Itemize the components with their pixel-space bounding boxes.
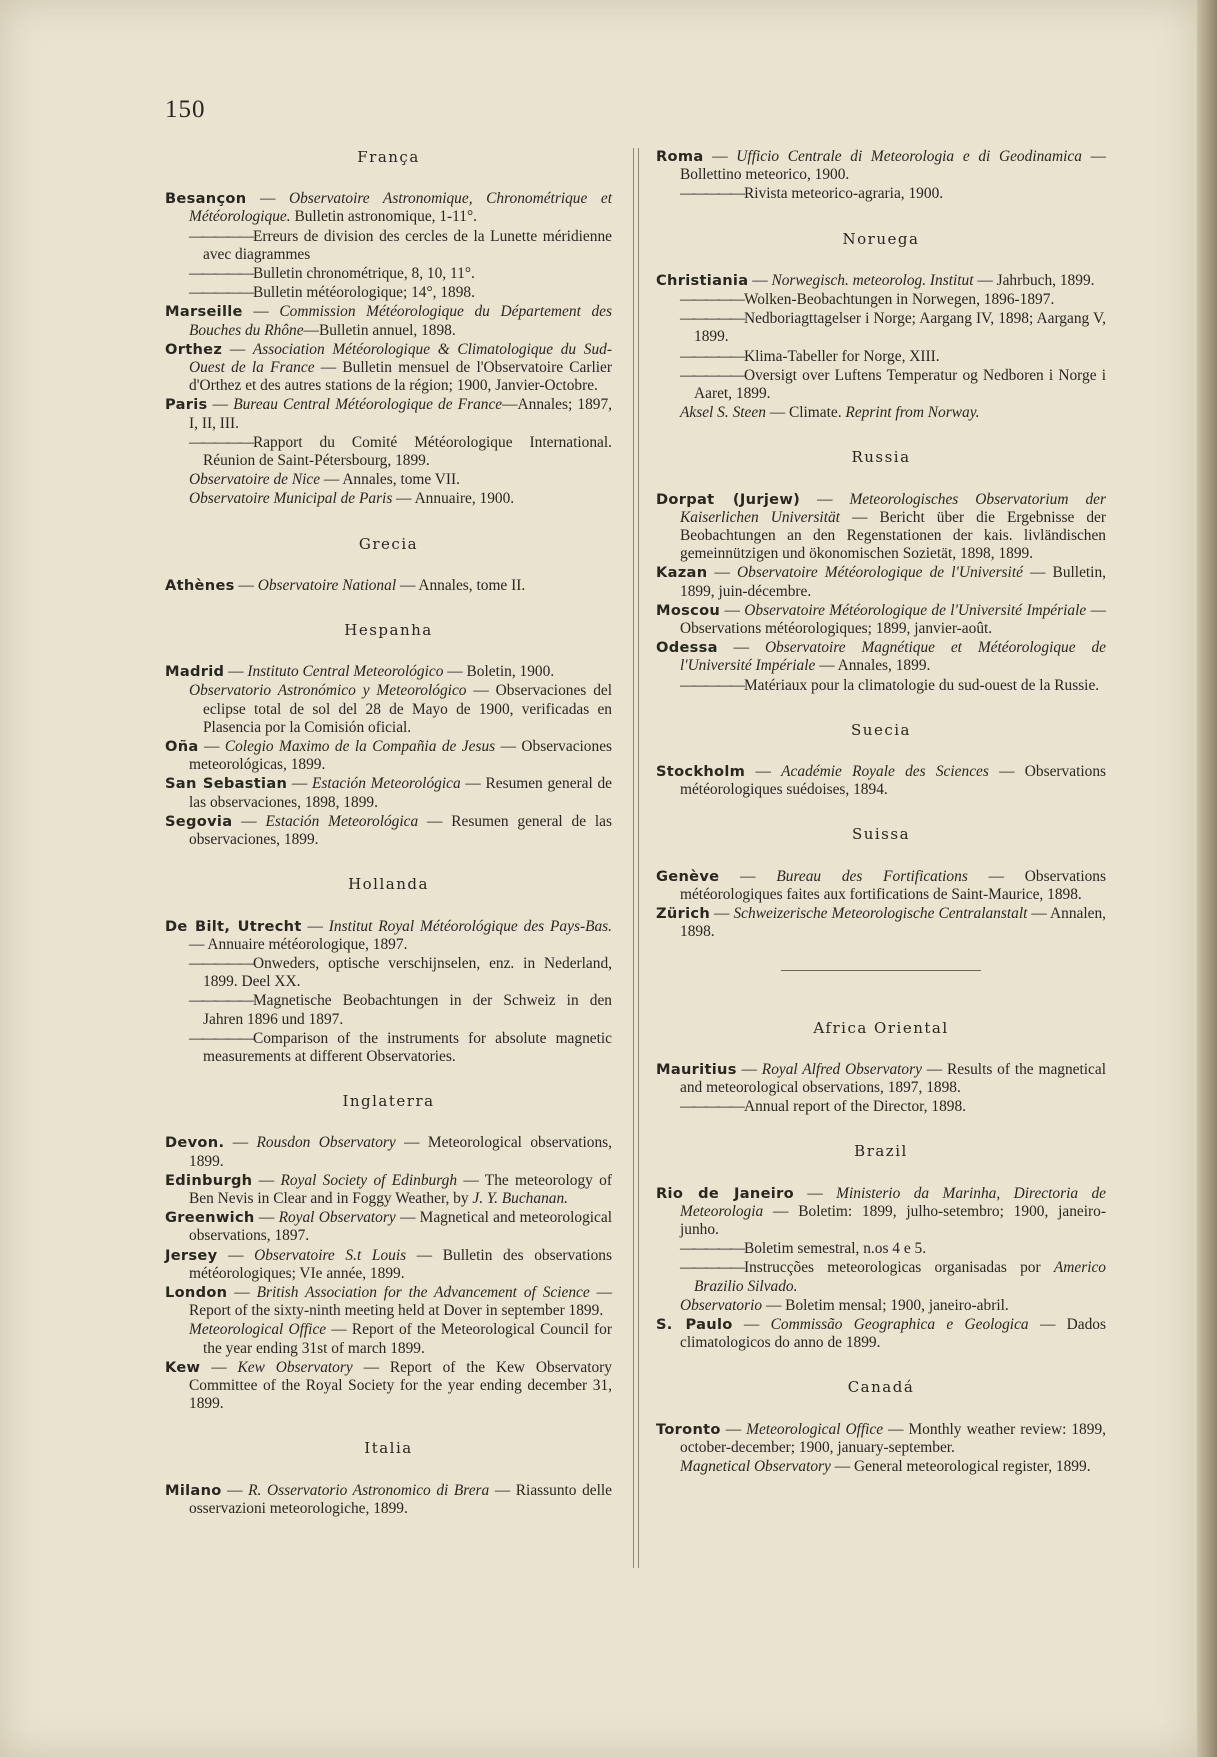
institution-name: Observatoire Météorologique de l'Université <box>737 564 1023 582</box>
left-column <box>165 148 612 1544</box>
country-section <box>656 721 1106 800</box>
ditto-dash <box>189 955 253 972</box>
institution-name: Schweizerische Meteorologische Centralanstalt <box>733 905 1028 923</box>
institution-name: Ministerio da Marinha, Directoria de Meteorologia <box>680 1184 1106 1220</box>
country-section <box>656 1019 1106 1117</box>
entry-text: — <box>227 1283 257 1301</box>
country-section <box>165 1092 612 1413</box>
entry-text: — <box>198 738 225 756</box>
bibliography-entry <box>656 272 1106 290</box>
continuation-entry <box>656 1098 1106 1116</box>
ditto-dash <box>189 284 253 301</box>
entry-text: — <box>745 763 782 781</box>
country-heading: Canadá <box>847 1378 915 1397</box>
continuation-entry <box>165 955 612 991</box>
entry-text: — Observaciones meteorológicas, 1899. <box>189 738 613 774</box>
ditto-dash <box>680 1240 744 1257</box>
place-name: Kew <box>165 1358 201 1376</box>
bibliography-entry <box>165 918 612 954</box>
entry-text: — <box>221 1481 249 1499</box>
country-heading: Russia <box>851 448 911 467</box>
continuation-entry <box>656 367 1106 403</box>
bibliography-entry <box>656 763 1106 799</box>
entry-text: — <box>732 1315 771 1333</box>
continuation-entry <box>656 1259 1106 1295</box>
continuation-entry <box>165 1030 612 1066</box>
institution-name: Meteorological Office <box>746 1420 884 1438</box>
ditto-dash <box>680 348 744 365</box>
place-name: Kazan <box>656 564 708 582</box>
institution-name: Observatoire National <box>257 576 397 594</box>
place-name: De Bilt, Utrecht <box>165 917 302 935</box>
institution-name: Royal Alfred Observatory <box>761 1060 922 1078</box>
entry-text: Magnetische Beobachtungen in der Schweiz in den Jahren 1896 und 1897. <box>203 992 612 1028</box>
ditto-dash <box>680 1098 744 1115</box>
entry-text: — Riassunto delle osservazioni meteorologiche, 1899. <box>189 1481 612 1517</box>
section-rule <box>781 970 981 971</box>
place-name: Christiania <box>656 271 749 289</box>
country-section <box>656 448 1106 694</box>
sub-entry <box>165 490 612 508</box>
entry-text: — Magnetical and meteorological observations, 1897. <box>189 1209 612 1245</box>
entry-text: Instrucções meteorologicas organisadas por <box>743 1259 1054 1277</box>
country-heading: Suissa <box>851 825 911 844</box>
entry-text: — Observations météorologiques; 1899, janvier-août. <box>680 601 1106 638</box>
institution-name: Bureau Central Météorologique de France <box>233 396 503 414</box>
institution-name: Colegio Maximo de la Compañia de Jesus <box>224 738 496 756</box>
country-section <box>165 1439 612 1518</box>
ditto-dash <box>189 434 253 451</box>
bibliography-entry <box>656 1061 1106 1097</box>
institution-name: Observatoire de Nice <box>189 471 321 489</box>
entry-text: — <box>710 905 734 923</box>
continuation-entry <box>656 1240 1106 1258</box>
institution-name: Bureau des Fortifications <box>776 867 968 885</box>
bibliography-entry <box>165 663 612 681</box>
entry-text: Rivista meteorico-agraria, 1900. <box>743 185 944 203</box>
bibliography-entry <box>656 1421 1106 1457</box>
continuation-entry <box>656 185 1106 203</box>
institution-name: Observatorio Astronómico y Meteorológico <box>189 682 467 700</box>
country-heading: Hespanha <box>344 621 433 640</box>
entry-text: Rapport du Comité Météorologique International. Réunion de Saint-Pétersbourg, 1899. <box>203 433 612 470</box>
entry-text: —Annales; 1897, I, II, III. <box>189 396 613 432</box>
place-name: Genève <box>656 867 720 885</box>
place-name: Stockholm <box>656 763 746 781</box>
institution-name: Aksel S. Steen <box>680 404 766 422</box>
country-heading: Brazil <box>854 1142 908 1161</box>
place-name: Segovia <box>165 812 233 830</box>
entry-text: — Bulletin des observations météorologiques; VIe année, 1899. <box>189 1246 612 1282</box>
continuation-entry <box>165 434 612 470</box>
entry-text: — <box>232 812 266 830</box>
institution-name: Observatorio <box>680 1296 763 1314</box>
place-name: Athènes <box>165 576 235 594</box>
continuation-entry <box>656 348 1106 366</box>
place-name: Besançon <box>165 190 247 208</box>
entry-text: — <box>252 1171 281 1189</box>
institution-name: Ufficio Centrale di Meteorologia e di Geodinamica <box>736 148 1082 165</box>
country-section <box>656 1378 1106 1476</box>
bibliography-entry <box>165 1134 612 1170</box>
bibliography-entry <box>656 148 1106 184</box>
entry-text: Annual report of the Director, 1898. <box>743 1098 967 1116</box>
entry-text: — Results of the magnetical and meteorological observations, 1897, 1898. <box>680 1060 1106 1096</box>
entry-text: —Bulletin annuel, 1898. <box>303 321 456 339</box>
place-name: London <box>165 1283 228 1301</box>
place-name: Marseille <box>165 303 243 321</box>
institution-name: Commissão Geographica e Geologica <box>770 1315 1029 1333</box>
continuation-entry <box>656 291 1106 309</box>
country-section <box>656 1142 1106 1352</box>
bibliography-entry <box>656 639 1106 675</box>
continuation-entry <box>165 284 612 302</box>
entry-text: — <box>301 917 329 935</box>
entry-text: Bulletin astronomique, 1-11°. <box>290 208 477 226</box>
institution-name: Royal Society of Edinburgh <box>280 1171 458 1189</box>
entry-text: — Boletim mensal; 1900, janeiro-abril. <box>762 1296 1009 1314</box>
entry-text: — <box>224 663 248 681</box>
institution-name: Institut Royal Météorológique des Pays-Bas. <box>328 917 612 935</box>
continuation-entry <box>165 992 612 1028</box>
entry-text: — Observations météorologiques faites aux fortifications de Saint-Maurice, 1898. <box>680 867 1106 903</box>
continuation-entry <box>656 677 1106 695</box>
ditto-dash <box>189 1030 253 1047</box>
entry-text: — Annales, 1899. <box>815 657 931 675</box>
entry-text: — <box>222 340 253 358</box>
bibliography-entry <box>656 491 1106 564</box>
country-section <box>165 535 612 595</box>
institution-name: Observatoire Municipal de Paris <box>189 490 393 508</box>
entry-text: — Bulletin mensuel de l'Observatoire Carlier d'Orthez et des autres stations de la région; 1900, Janvier-Octobre. <box>189 359 612 395</box>
country-heading: Africa Oriental <box>813 1018 949 1037</box>
entry-text: — Report of the Meteorological Council for the year ending 31st of march 1899. <box>203 1321 612 1357</box>
institution-name: Académie Royale des Sciences <box>781 763 989 781</box>
institution-name: Instituto Central Meteorológico <box>247 663 444 681</box>
entry-text: — <box>287 775 313 793</box>
entry-text: Comparison of the instruments for absolute magnetic measurements at different Observatories. <box>203 1029 612 1065</box>
entry-text: — <box>234 576 258 594</box>
institution-name: British Association for the Advancement of Science <box>256 1283 590 1301</box>
entry-text: — Observaciones del eclipse total de sol del 28 de Mayo de 1900, verificadas en Plasencia por la Comisión oficial. <box>203 682 612 736</box>
bibliography-entry <box>165 341 612 396</box>
bibliography-entry <box>165 738 612 774</box>
country-heading: Suecia <box>851 720 911 739</box>
bibliography-entry <box>165 396 612 432</box>
country-heading: Inglaterra <box>342 1092 435 1111</box>
institution-name: Observatoire Astronomique, Chronométrique et Météorologique. <box>189 190 612 226</box>
entry-text: — The meteorology of Ben Nevis in Clear and in Foggy Weather, by <box>189 1171 613 1207</box>
entry-text: — <box>720 1420 747 1438</box>
place-name: Roma <box>656 148 704 165</box>
entry-text: — <box>246 190 289 208</box>
bibliography-entry <box>165 577 612 595</box>
continuation-entry <box>165 228 612 264</box>
entry-text: — Annales, tome VII. <box>320 471 460 489</box>
sub-entry <box>656 1297 1106 1315</box>
page-number: 150 <box>165 96 206 123</box>
place-name: Dorpat (Jurjew) <box>656 490 801 508</box>
entry-text: — Boletin, 1900. <box>443 663 555 681</box>
institution-name: Observatoire Magnétique et Météorologique de l'Université Impériale <box>680 639 1106 675</box>
sub-entry <box>165 471 612 489</box>
institution-name: Meteorologisches Observatorium der Kaiserlichen Universität <box>680 490 1106 526</box>
ditto-dash <box>680 291 744 308</box>
institution-name: Norwegisch. meteorolog. Institut <box>771 271 974 289</box>
sub-entry <box>656 404 1106 422</box>
country-heading: Hollanda <box>348 875 429 894</box>
institution-name: Observatoire Météorologique de l'Université Impériale <box>744 601 1087 619</box>
place-name: Greenwich <box>165 1209 255 1227</box>
institution-name: Magnetical Observatory <box>680 1457 831 1475</box>
country-section <box>165 621 612 849</box>
entry-text: — Bulletin, 1899, juin-décembre. <box>680 564 1106 600</box>
place-name: Madrid <box>165 663 225 681</box>
entry-text: — Report of the Kew Observatory Committee of the Royal Society for the year ending december 31, 1899. <box>189 1358 612 1413</box>
entry-text: — Resumen general de las observaciones, 1899. <box>189 812 612 849</box>
bibliography-entry <box>165 813 612 849</box>
entry-text: Oversigt over Luftens Temperatur og Nedboren i Norge i Aaret, 1899. <box>694 366 1106 403</box>
bibliography-entry <box>656 1185 1106 1240</box>
entry-text: — <box>200 1358 238 1376</box>
place-name: Toronto <box>656 1420 721 1438</box>
institution-name: Reprint from Norway. <box>845 404 980 422</box>
country-section <box>656 148 1106 204</box>
institution-name: Kew Observatory <box>237 1358 353 1376</box>
institution-name: Estación Meteorológica <box>312 775 461 793</box>
entry-text: — <box>793 1184 837 1202</box>
entry-text: — Bollettino meteorico, 1900. <box>680 148 1106 184</box>
entry-text: — <box>217 1246 255 1264</box>
entry-text: — Climate. <box>765 404 846 422</box>
bibliography-entry <box>165 1209 612 1245</box>
bibliography-entry <box>656 602 1106 638</box>
sub-entry <box>165 1321 612 1357</box>
ditto-dash <box>680 1259 744 1276</box>
entry-text: — Resumen general de las observaciones, 1898, 1899. <box>189 775 612 811</box>
place-name: Jersey <box>165 1246 218 1264</box>
entry-text: — Monthly weather review: 1899, october-december; 1900, january-september. <box>680 1420 1106 1456</box>
bibliography-entry <box>165 1247 612 1283</box>
entry-text: Nedboriagttagelser i Norge; Aargang IV, 1898; Aargang V, 1899. <box>694 310 1106 346</box>
place-name: Zürich <box>656 905 711 923</box>
place-name: Orthez <box>165 340 223 358</box>
entry-text: Bulletin chronométrique, 8, 10, 11°. <box>252 265 475 283</box>
entry-text: — <box>254 1209 279 1227</box>
bibliography-entry <box>165 1482 612 1518</box>
institution-name: R. Osservatorio Astronomico di Brera <box>248 1481 490 1499</box>
entry-text: — Dados climatologicos do anno de 1899. <box>680 1315 1106 1352</box>
institution-name: J. Y. Buchanan. <box>472 1189 569 1207</box>
entry-text: — Annales, tome II. <box>396 576 526 594</box>
ditto-dash <box>680 185 744 202</box>
country-section <box>656 825 1106 941</box>
place-name: Devon. <box>165 1134 225 1152</box>
entry-text: Klima-Tabeller for Norge, XIII. <box>743 347 940 365</box>
place-name: Odessa <box>656 639 718 657</box>
place-name: Milano <box>165 1481 222 1499</box>
country-section <box>165 148 612 509</box>
continuation-entry <box>165 265 612 283</box>
bibliography-entry <box>165 190 612 226</box>
entry-text: — <box>242 303 280 321</box>
sub-entry <box>656 1458 1106 1476</box>
entry-text: — <box>719 867 777 885</box>
entry-text: — Report of the sixty-ninth meeting held at Dover in september 1899. <box>189 1283 612 1320</box>
entry-text: — Annalen, 1898. <box>680 905 1106 941</box>
institution-name: Estación Meteorológica <box>265 812 419 830</box>
bibliography-entry <box>656 564 1106 600</box>
ditto-dash <box>189 228 253 245</box>
institution-name: Rousdon Observatory <box>256 1134 396 1152</box>
place-name: Moscou <box>656 601 721 619</box>
right-column <box>656 148 1106 1502</box>
institution-name: Americo Brazilio Silvado. <box>694 1259 1106 1295</box>
entry-text: — Bericht über die Ergebnisse der Beobachtungen an den Regenstationen der kais. livländischen gemeinnützigen und ökonomischen Sozietät, 1898, 1899. <box>680 508 1106 563</box>
institution-name: Commission Météorologique du Département des Bouches du Rhône <box>189 303 612 339</box>
place-name: San Sebastian <box>165 775 288 793</box>
entry-text: — <box>224 1134 257 1152</box>
entry-text: — <box>748 271 772 289</box>
bibliography-entry <box>165 1284 612 1320</box>
place-name: Paris <box>165 396 208 414</box>
column-divider <box>633 148 639 1568</box>
entry-text: Bulletin météorologique; 14°, 1898. <box>252 284 475 302</box>
entry-text: — <box>207 396 234 414</box>
place-name: Edinburgh <box>165 1171 253 1189</box>
country-heading: Grecia <box>358 534 419 553</box>
bibliography-entry <box>165 775 612 811</box>
place-name: Rio de Janeiro <box>656 1184 794 1202</box>
place-name: Mauritius <box>656 1060 737 1078</box>
entry-text: — <box>736 1060 762 1078</box>
bibliography-entry <box>656 1316 1106 1352</box>
entry-text: — Meteorological observations, 1899. <box>189 1134 612 1170</box>
bibliography-entry <box>165 1172 612 1208</box>
ditto-dash <box>680 310 744 327</box>
bibliography-entry <box>656 868 1106 904</box>
ditto-dash <box>189 265 253 282</box>
sub-entry <box>165 682 612 737</box>
book-spine <box>1197 0 1217 1757</box>
entry-text: Boletim semestral, n.os 4 e 5. <box>743 1240 927 1258</box>
entry-text: Matériaux pour la climatologie du sud-ouest de la Russie. <box>743 676 1100 694</box>
country-section <box>656 230 1106 423</box>
entry-text: — <box>717 639 765 657</box>
ditto-dash <box>189 992 253 1009</box>
entry-text: — Observations météorologiques suédoises, 1894. <box>680 763 1106 799</box>
entry-text: — <box>720 601 745 619</box>
bibliography-entry <box>165 1359 612 1414</box>
entry-text: — <box>800 490 850 508</box>
entry-text: — Boletim: 1899, julho-setembro; 1900, janeiro-junho. <box>680 1202 1106 1238</box>
entry-text: — General meteorological register, 1899. <box>830 1457 1091 1475</box>
country-heading: França <box>357 148 420 166</box>
entry-text: — Jahrbuch, 1899. <box>973 271 1095 289</box>
entry-text: — <box>703 148 737 165</box>
country-section <box>165 875 612 1066</box>
place-name: S. Paulo <box>656 1315 733 1333</box>
entry-text: — Annuaire, 1900. <box>392 490 515 508</box>
institution-name: Meteorological Office <box>189 1321 327 1339</box>
place-name: Oña <box>165 738 199 756</box>
institution-name: Royal Observatory <box>278 1209 396 1227</box>
country-heading: Noruega <box>842 229 920 248</box>
bibliography-entry <box>656 905 1106 941</box>
ditto-dash <box>680 367 744 384</box>
entry-text: Erreurs de division des cercles de la Lunette méridienne avec diagrammes <box>203 227 612 263</box>
continuation-entry <box>656 310 1106 346</box>
ditto-dash <box>680 677 744 694</box>
bibliography-entry <box>165 303 612 339</box>
institution-name: Observatoire S.t Louis <box>254 1246 407 1264</box>
country-heading: Italia <box>364 1439 413 1458</box>
entry-text: — Annuaire météorologique, 1897. <box>189 935 408 953</box>
entry-text: Wolken-Beobachtungen in Norwegen, 1896-1897. <box>743 291 1055 309</box>
entry-text: — <box>707 564 738 582</box>
institution-name: Association Météorologique & Climatologique du Sud-Ouest de la France <box>189 340 612 377</box>
entry-text: Onweders, optische verschijnselen, enz. in Nederland, 1899. Deel XX. <box>203 954 612 991</box>
